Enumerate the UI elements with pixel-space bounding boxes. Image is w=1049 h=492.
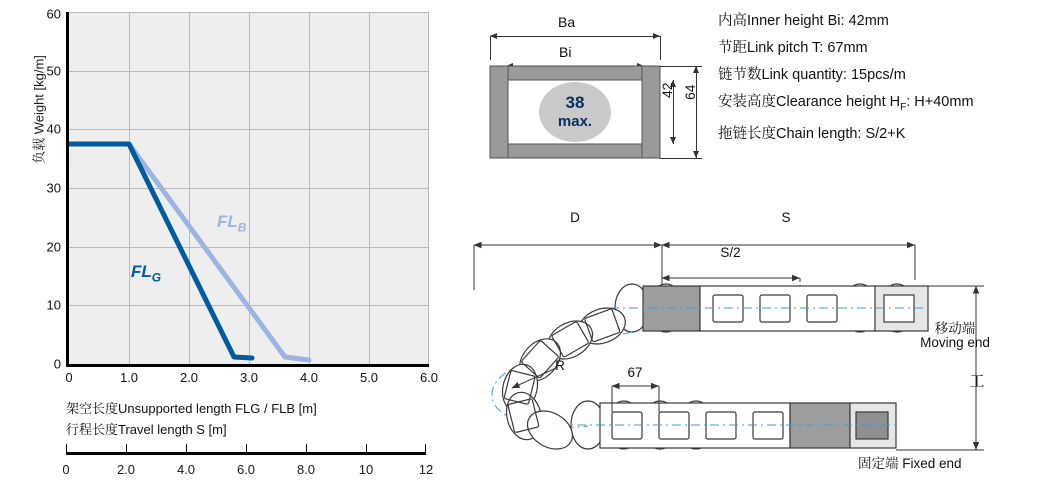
dim-ba-line xyxy=(490,36,660,37)
chart-series-lines xyxy=(69,12,429,364)
radius-label: R xyxy=(555,358,565,373)
secondary-tick: 4.0 xyxy=(176,462,196,477)
dim-ext-bottom xyxy=(660,158,702,159)
dim-42-label: 42 xyxy=(659,82,675,98)
dim-64-label: 64 xyxy=(682,84,698,100)
moving-end-label-cn: 移动端 xyxy=(934,321,976,336)
chart-xtick: 2.0 xyxy=(179,370,199,385)
chart-xtick: 0 xyxy=(65,370,73,385)
secondary-tick: 2.0 xyxy=(116,462,136,477)
series-label-fl-b-sub: B xyxy=(237,220,247,235)
dim-ba-arrow-left xyxy=(490,33,497,39)
chain-layout-diagram xyxy=(460,200,1049,487)
series-label-fl-g-sub: G xyxy=(151,270,162,285)
dim-bi-label: Bi xyxy=(559,44,572,60)
chart-xtick: 6.0 xyxy=(419,370,439,385)
chart-ytick: 30 xyxy=(46,180,61,196)
secondary-tick: 6.0 xyxy=(236,462,256,477)
dim-64-arrow-up xyxy=(693,66,699,73)
svg-text:max.: max. xyxy=(557,113,593,130)
chart-secondary-axis xyxy=(62,452,434,477)
secondary-tick: 0 xyxy=(62,462,70,477)
chart-xtick: 1.0 xyxy=(119,370,139,385)
secondary-tick: 8.0 xyxy=(296,462,316,477)
svg-text:38: 38 xyxy=(565,93,585,112)
chart-xtick: 4.0 xyxy=(299,370,319,385)
chart-xaxis-caption-1: 架空长度Unsupported length FLG / FLB [m] xyxy=(66,401,317,416)
secondary-tick: 12 xyxy=(418,462,434,477)
dim-ba-arrow-right xyxy=(653,33,660,39)
cross-section-diagram xyxy=(470,0,710,200)
height-label: 工 xyxy=(969,373,985,390)
series-line-fl-b xyxy=(69,144,309,360)
moving-end-label-en: Moving end xyxy=(920,335,990,350)
dim-ba-ext-right xyxy=(660,36,661,60)
dim-s-label: S xyxy=(781,210,791,225)
dim-ext-top xyxy=(660,66,702,67)
dim-64-arrow-down xyxy=(693,151,699,158)
chart-xaxis-caption-2: 行程长度Travel length S [m] xyxy=(66,422,227,437)
dim-ba-ext-left xyxy=(490,36,491,60)
chart-ytick: 50 xyxy=(46,63,61,79)
chart-xtick: 5.0 xyxy=(359,370,379,385)
dim-pitch-label: 67 xyxy=(627,365,643,380)
series-line-fl-g xyxy=(69,144,252,358)
chart-ytick: 20 xyxy=(46,239,61,255)
chart-ytick: 40 xyxy=(46,121,61,137)
chart-ytick: 60 xyxy=(46,6,61,22)
secondary-tick: 10 xyxy=(358,462,374,477)
series-label-fl-g-text: FL xyxy=(131,262,152,281)
spec-inner-height: 内高Inner height Bi: 42mm xyxy=(718,13,889,29)
spec-clearance-height: 安装高度Clearance height $H_F$: H+40mm xyxy=(718,94,974,113)
series-label-fl-g xyxy=(131,262,161,284)
spec-chain-length: 拖链长度Chain length: S/2+K xyxy=(718,125,906,142)
load-diagram-panel xyxy=(0,0,470,487)
specifications-list xyxy=(718,8,1048,148)
chart-ytick: 0 xyxy=(53,356,61,372)
dim-s-half-label: S/2 xyxy=(720,245,741,260)
dim-d-label: D xyxy=(570,210,580,225)
dim-ba-label: Ba xyxy=(558,14,576,30)
series-label-fl-b-text: FL xyxy=(217,212,238,231)
dim-64-line xyxy=(696,66,697,158)
chart-xtick: 3.0 xyxy=(239,370,259,385)
chart-plot-area xyxy=(46,6,439,385)
spec-link-quantity: 链节数Link quantity: 15pcs/m xyxy=(718,67,906,83)
fixed-end-label: 固定端 Fixed end xyxy=(858,456,962,471)
dim-42-arrow-down xyxy=(670,137,676,144)
series-label-fl-b xyxy=(217,212,246,234)
spec-link-pitch: 节距Link pitch T: 67mm xyxy=(718,40,868,56)
cross-section-profile xyxy=(470,58,710,188)
chart-ytick: 10 xyxy=(46,297,61,313)
chart-y-axis-label: 负载 Weight [kg/m] xyxy=(31,55,47,164)
